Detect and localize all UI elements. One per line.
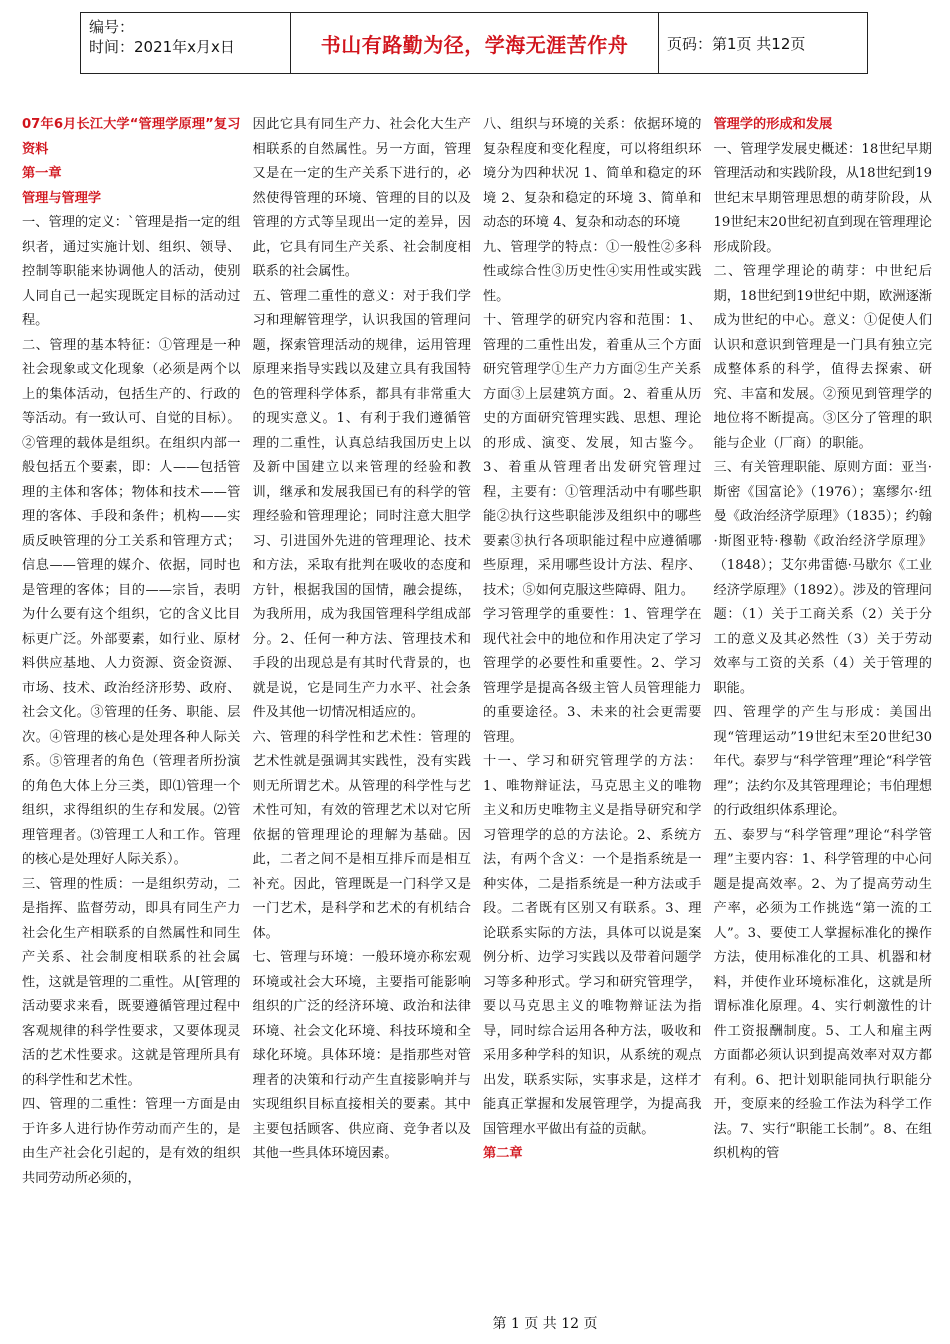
page-footer: 第 1 页 共 12 页 (492, 1316, 598, 1332)
section-heading: 管理学的形成和发展 (713, 117, 833, 132)
paragraph: 二、管理的基本特征：①管理是一种社会现象或文化现象（必须是两个以上的集体活动，包括生产的、行政的等活动。有一致认可、自觉的目标）。②管理的载体是组织。在组织内部一般包括五个要素，即：人——包括管理的主体和客体；物体和技术——管理的客体、手段和条件；机构——实质反映管理的分工关系和管理方式；信息——管理的媒介、依据，同时也是管理的客体；目的——宗旨，表明为什么要有这个组织，它的含义比目标更广泛。外部要素，如行业、原材料供应基地、人力资源、资金资源、市场、技术、政治经济形势、政府、社会文化。③管理的任务、职能、层次。④管理的核心是处理各种人际关系。⑤管理者的角色（管理者所扮演的角色大体上分三类，即⑴管理一个组织，求得组织的生存和发展。⑵管理管理者。⑶管理工人和工作。管理的核心是处理好人际关系）。 (22, 337, 241, 867)
text-column-3 (483, 113, 702, 1305)
document-body (22, 113, 932, 1305)
paragraph: 因此它具有同生产力、社会化大生产相联系的自然属性。另一方面，管理又是在一定的生产关系下进行的，必然使得管理的环境、管理的目的以及管理的方式等呈现出一定的差异，因此，它具有同生产关系、社会制度相联系的社会属性。 (252, 117, 471, 279)
document-time-label: 时间：2021年x月x日 (89, 38, 235, 56)
page-header (80, 12, 868, 74)
paragraph: 二、管理学理论的萌芽：中世纪后期，18世纪到19世纪中期，欧洲逐渐成为世纪的中心。意义：①促使人们认识和意识到管理是一门具有独立完成整体系的科学，值得去探索、研究、丰富和发展。②预见到管理学的地位将不断提高。③区分了管理的职能与企业（厂商）的职能。 (713, 264, 932, 451)
paragraph: 七、管理与环境：一般环境亦称宏观环境或社会大环境，主要指可能影响组织的广泛的经济环境、政治和法律环境、社会文化环境、科技环境和全球化环境。具体环境：是指那些对管理者的决策和行动产生直接影响并与实现组织目标直接相关的要素。其中主要包括顾客、供应商、竞争者以及其他一些具体环境因素。 (252, 950, 471, 1161)
paragraph: 一、管理学发展史概述：18世纪早期管理活动和实践阶段，从18世纪到19世纪末早期管理思想的萌芽阶段，从19世纪末20世纪初直到现在管理理论形成阶段。 (713, 141, 932, 255)
paragraph: 学习管理学的重要性：1、管理学在现代社会中的地位和作用决定了学习管理学的必要性和重要性。2、学习管理学是提高各级主管人员管理能力的重要途径。3、未来的社会更需要管理。 (483, 607, 702, 745)
paragraph: 十、管理学的研究内容和范围：1、管理的二重性出发，着重从三个方面研究管理学①生产力方面②生产关系方面③上层建筑方面。2、着重从历史的方面研究管理实践、思想、理论的形成、演变、发展，知古鉴今。3、着重从管理者出发研究管理过程，主要有：①管理活动中有哪些职能②执行这些职能涉及组织中的哪些要素③执行各项职能过程中应遵循哪些原理，采用哪些设计方法、程序、技术；⑤如何克服这些障碍、阻力。 (483, 313, 702, 598)
paragraph: 四、管理的二重性：管理一方面是由于许多人进行协作劳动而产生的，是由生产社会化引起的，是有效的组织共同劳动所必须的， (22, 1097, 241, 1186)
paragraph: 五、泰罗与“科学管理”理论“科学管理”主要内容：1、科学管理的中心问题是提高效率。2、为了提高劳动生产率，必须为工作挑选“第一流的工人”。3、要使工人掌握标准化的操作方法，使用标准化的工具、机器和材料，并使作业环境标准化，这就是所谓标准化原理。4、实行刺激性的计件工资报酬制度。5、工人和雇主两方面都必须认识到提高效率对双方都有利。6、把计划职能同执行职能分开，变原来的经验工作法为科学工作法。7、实行“职能工长制”。8、在组织机构的管 (713, 827, 932, 1161)
paragraph: 十一、学习和研究管理学的方法：1、唯物辩证法，马克思主义的唯物主义和历史唯物主义是指导研究和学习管理学的总的方法论。2、系统方法，有两个含义：一个是指系统是一种实体，二是指系统是一种方法或手段。二者既有区别又有联系。3、理论联系实际的方法，具体可以说是案例分析、边学习实践以及带着问题学习等多种形式。学习和研究管理学，要以马克思主义的唯物辩证法为指导，同时综合运用各种方法，吸收和采用多种学科的知识，从系统的观点出发，联系实际，实事求是，这样才能真正掌握和发展管理学，为提高我国管理水平做出有益的贡献。 (483, 754, 702, 1137)
section-heading: 第二章 (483, 1146, 523, 1161)
header-meta (81, 13, 291, 73)
text-column-1 (22, 113, 241, 1305)
paragraph: 三、有关管理职能、原则方面：亚当·斯密《国富论》（1976）；塞缪尔·纽曼《政治经济学原理》（1835）；约翰·斯图亚特·穆勒《政治经济学原理》（1848）；艾尔弗雷德·马歇尔《工业经济学原理》（1892）。涉及的管理问题：（1）关于工商关系（2）关于分工的意义及其必然性（3）关于劳动效率与工资的关系（4）关于管理的职能。 (713, 460, 932, 696)
paragraph: 五、管理二重性的意义：对于我们学习和理解管理学，认识我国的管理问题，探索管理活动的规律，运用管理原理来指导实践以及建立具有我国特色的管理科学体系，都具有非常重大的现实意义。1、有利于我们遵循管理的二重性，认真总结我国历史上以及新中国建立以来管理的经验和教训，继承和发展我国已有的科学的管理经验和管理理论；同时注意大胆学习、引进国外先进的管理理论、技术和方法，采取有批判在吸收的态度和方针，根据我国的国情，融会提练，为我所用，成为我国管理科学组成部分。2、任何一种方法、管理技术和手段的出现总是有其时代背景的，也就是说，它是同生产力水平、社会条件及其他一切情况相适应的。 (252, 288, 471, 720)
document-number-label: 编号： (89, 18, 135, 36)
paragraph: 三、管理的性质：一是组织劳动，二是指挥、监督劳动，即具有同生产力社会化生产相联系的自然属性和同生产关系、社会制度相联系的社会属性，这就是管理的二重性。从[管理的活动要求来看，既要遵循管理过程中客观规律的科学性要求，又要体现灵活的艺术性要求。这就是管理所具有的科学性和艺术性。 (22, 876, 241, 1088)
header-motto: 书山有路勤为径，学海无涯苦作舟 (291, 13, 659, 73)
paragraph: 九、管理学的特点：①一般性②多科性或综合性③历史性④实用性或实践性。 (483, 239, 702, 304)
section-heading: 07年6月长江大学“管理学原理”复习资料 (22, 117, 241, 157)
section-heading: 管理与管理学 (22, 190, 102, 206)
text-column-2 (253, 113, 472, 1305)
section-heading: 第一章 (22, 166, 62, 181)
paragraph: 八、组织与环境的关系：依据环境的复杂程度和变化程度，可以将组织环境分为四种状况 1、简单和稳定的环境 2、复杂和稳定的环境 3、简单和动态的环境 4、复杂和动态的环境 (483, 117, 702, 230)
text-column-4 (714, 113, 933, 1305)
header-page-info: 页码：第1页 共12页 (667, 34, 806, 53)
paragraph: 四、管理学的产生与形成：美国出现“管理运动”19世纪末至20世纪30年代。泰罗与“科学管理”理论“科学管理”；法约尔及其管理理论；韦伯理想的行政组织体系理论。 (713, 705, 932, 818)
paragraph: 一、管理的定义：`管理是指一定的组织者，通过实施计划、组织、领导、控制等职能来协调他人的活动，使别人同自己一起实现既定目标的活动过程。 (22, 215, 241, 328)
paragraph: 六、管理的科学性和艺术性：管理的艺术性就是强调其实践性，没有实践则无所谓艺术。从管理的科学性与艺术性可知，有效的管理艺术以对它所依据的管理理论的理解为基础。因此，二者之间不是相互排斥而是相互补充。因此，管理既是一门科学又是一门艺术，是科学和艺术的有机结合体。 (252, 729, 471, 941)
